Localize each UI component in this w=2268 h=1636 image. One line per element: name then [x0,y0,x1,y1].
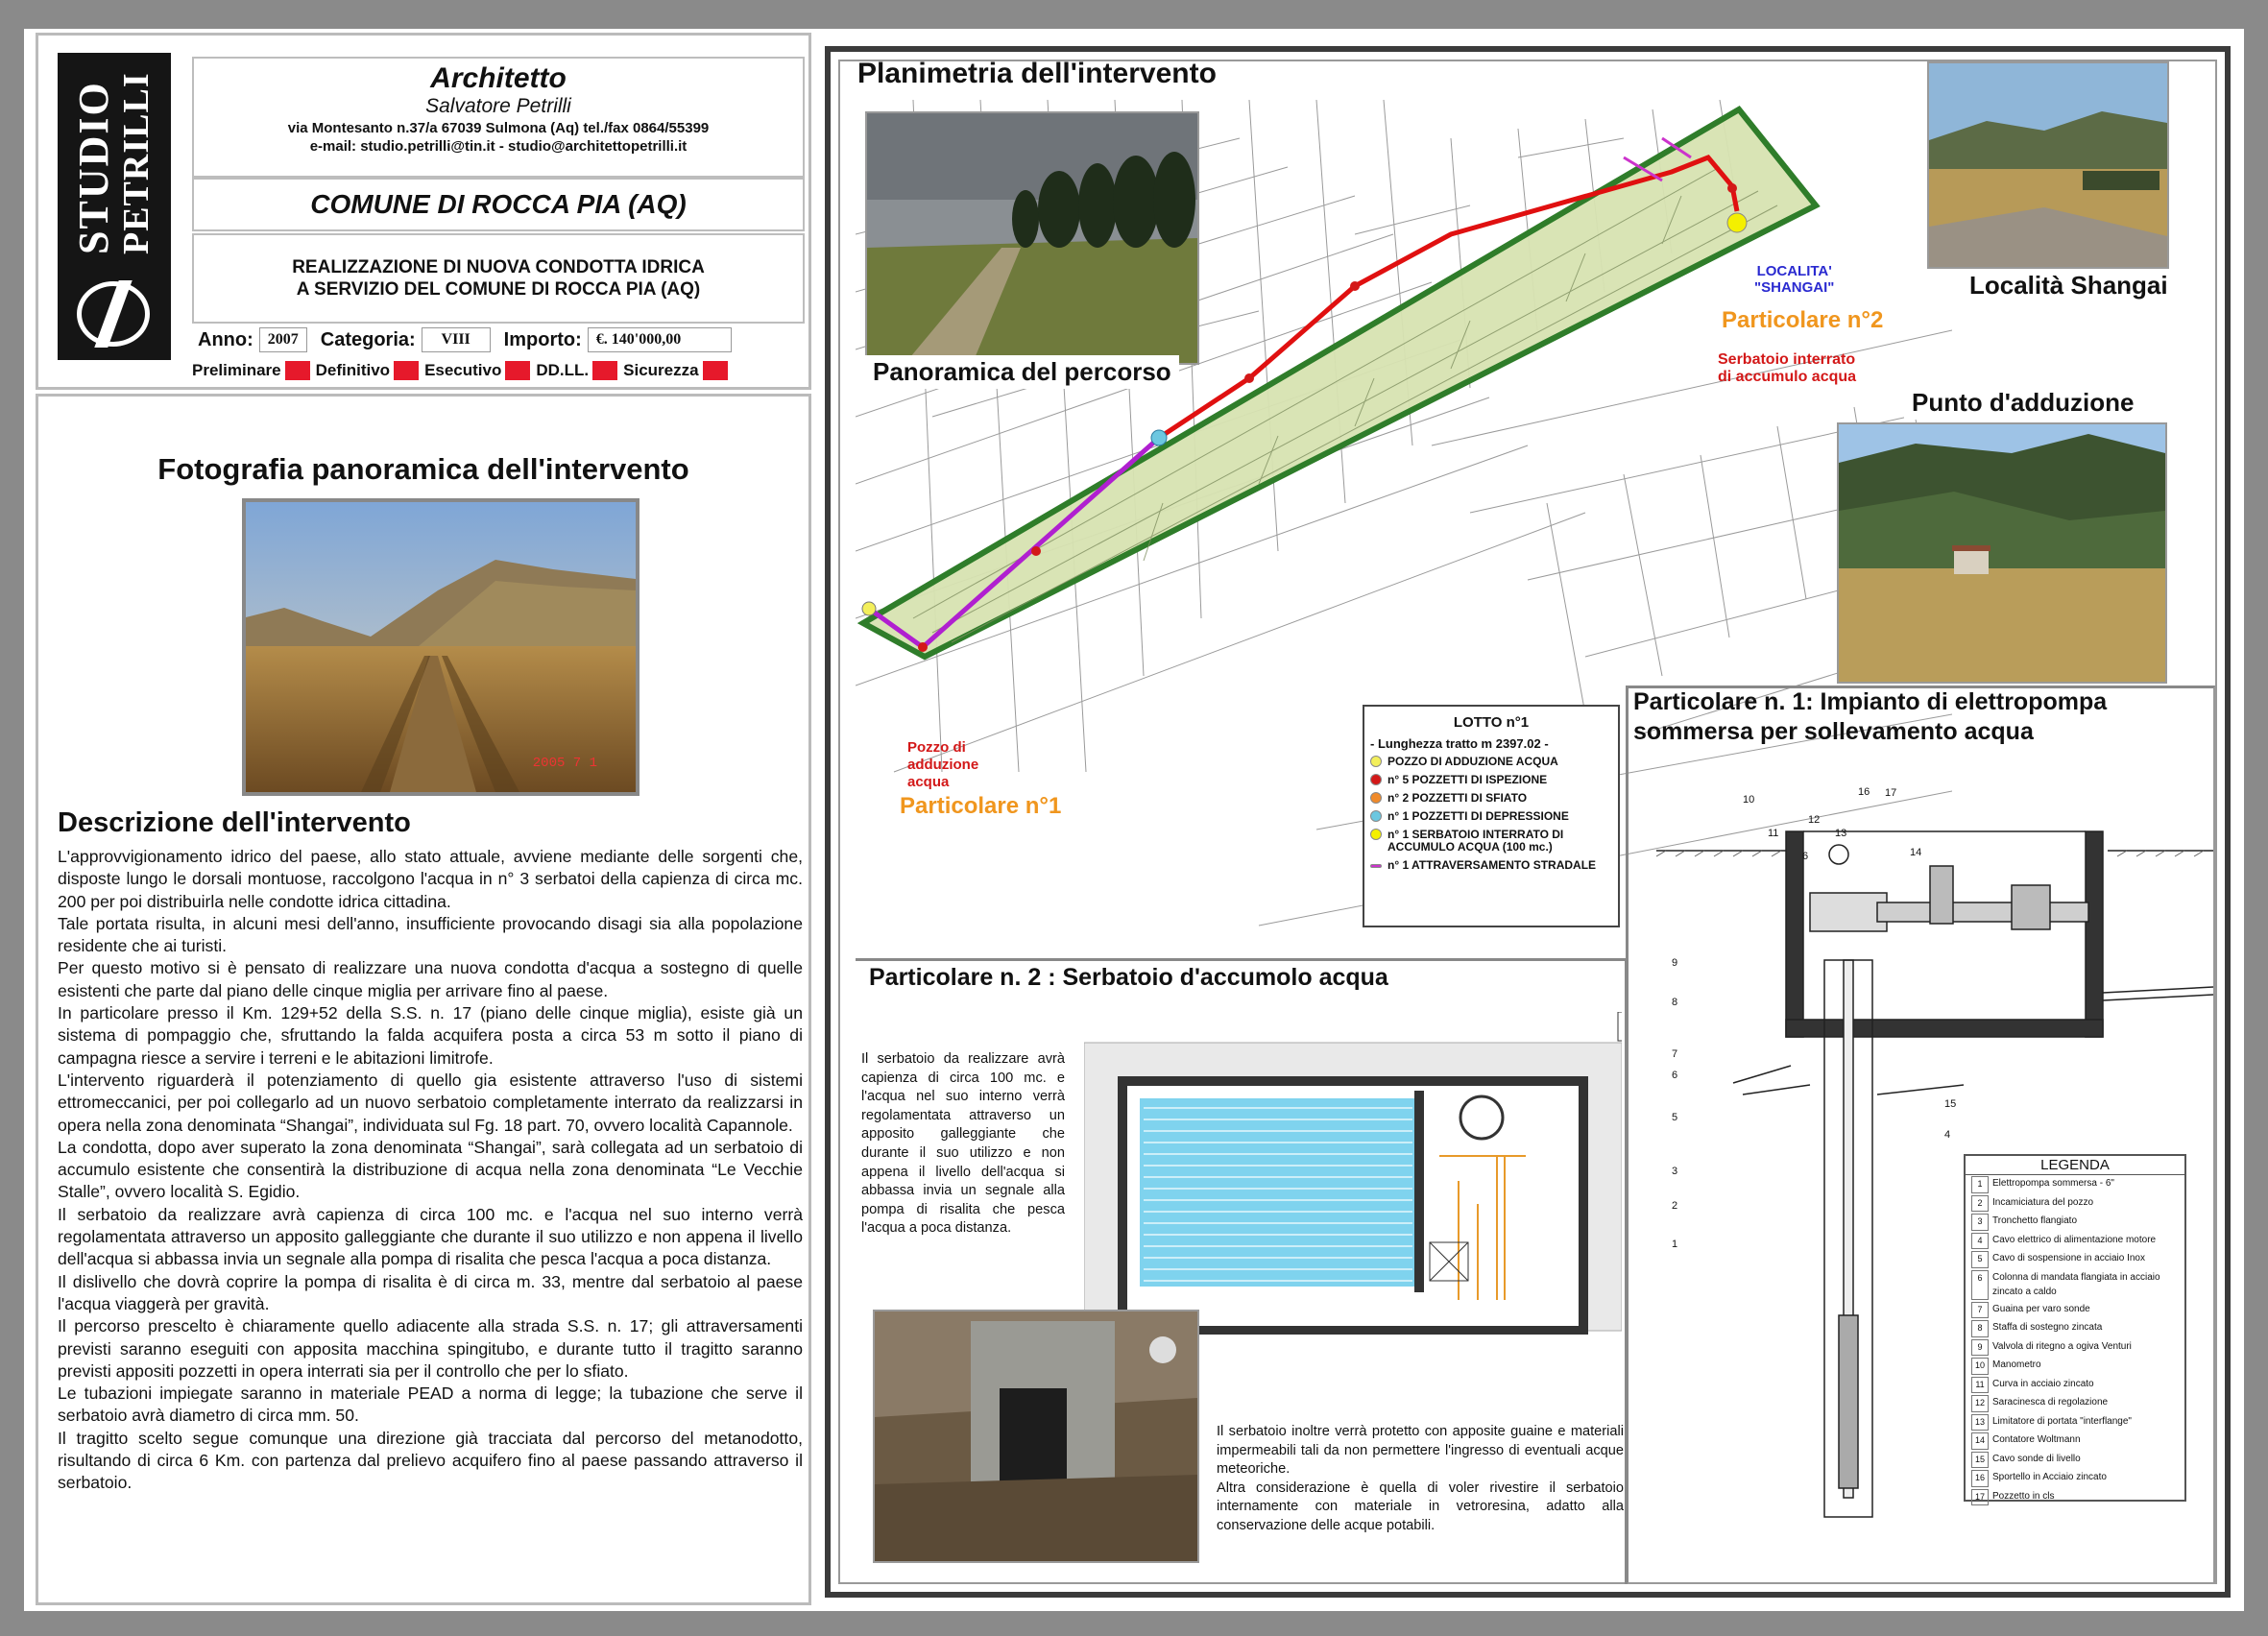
phase-label: Preliminare [192,361,281,379]
legend-number: 9 [1971,1339,1989,1357]
legend-number: 11 [1971,1377,1989,1394]
legend-row [1966,1357,2184,1376]
phase-label: DD.LL. [536,361,590,379]
description-body [58,846,803,1495]
particolare1-title: Particolare n. 1: Impianto di elettropompa sommersa per sollevamento acqua [1633,688,2108,745]
project-title [192,233,805,324]
legend-text: Curva in acciaio zincato [1992,1378,2094,1389]
particolare2-note: Altra considerazione è quella di voler rivestire il serbatoio internamente con materiale in vetroresina, adatto alla conservazione delle acque potabili. [1217,1480,1624,1533]
categoria-value: VIII [422,327,491,352]
legend-number: 15 [1971,1452,1989,1469]
legend-text: Contatore Woltmann [1992,1434,2081,1445]
particolare2-title: Particolare n. 2 : Serbatoio d'accumolo acqua [869,964,1388,991]
importo-value: €. 140'000,00 [588,327,732,352]
particolare2-map-label: Particolare n°2 [1722,307,1884,333]
callout-4: 4 [1944,1129,1951,1141]
panorama-photo [242,498,639,796]
architect-box [192,57,805,178]
legend-row [1966,1319,2184,1338]
percorso-landscape-image [867,113,1197,363]
legend-text: Colonna di mandata flangiata in acciaio zincato a caldo [1992,1271,2160,1297]
pozzo-dot-icon [1370,756,1382,767]
description-paragraph: Per questo motivo si è pensato di realizzare una nuova condotta d'acqua a sostegno di quelle esistenti che parte dal piano delle cinque miglia per arrivare fino al paese. [58,958,803,1000]
legend-row [1966,1376,2184,1395]
callout-8: 8 [1672,997,1678,1008]
pozzo-adduzione-marker [862,602,876,615]
legend-row [1966,1469,2184,1488]
legend-text: Cavo elettrico di alimentazione motore [1992,1234,2157,1245]
callout-7: 7 [1672,1048,1678,1060]
plan-title: Planimetria dell'intervento [857,58,1217,89]
tank-section [1084,1012,1622,1335]
studio-logo [58,53,171,360]
description-paragraph: Il dislivello che dovrà coprire la pompa di risalita è di circa m. 33, mentre dal serbatoio al paese l'acqua viaggerà per gravità. [58,1271,803,1313]
callout-9: 9 [1672,957,1678,969]
legend-row [1966,1432,2184,1451]
project-title-line1: REALIZZAZIONE DI NUOVA CONDOTTA IDRICA [292,257,705,277]
lotto-item [1364,856,1618,875]
particolare2-note: Il serbatoio inoltre verrà protetto con apposite guaine e materiali impermeabili tali da non permettere l'ingresso di eventuali acque meteoriche. [1217,1424,1624,1478]
legend-row [1966,1269,2184,1301]
lotto-length: - Lunghezza tratto m 2397.02 - [1370,736,1549,751]
legend-row [1966,1175,2184,1194]
description-paragraph: Tale portata risulta, in alcuni mesi dell'anno, insufficiente provocando disagi sia alla popolazione residente che ai turisti. [58,913,803,956]
legend-number: 6 [1971,1270,1989,1300]
legend-row [1966,1213,2184,1232]
shangai-caption: Località Shangai [1962,269,2176,302]
lotto-item [1364,826,1618,856]
ispezione-dot-icon [1370,774,1382,785]
callout-3: 3 [1672,1166,1678,1177]
adduzione-photo [1837,422,2167,684]
attraversamento-line-icon [1370,864,1382,868]
particolare1-map-label: Particolare n°1 [900,793,1062,819]
architect-address: via Montesanto n.37/a 67039 Sulmona (Aq) tel./fax 0864/55399 [287,120,710,136]
description-title: Descrizione dell'intervento [58,807,411,838]
callout-6b: 6 [1672,1070,1678,1081]
legend-text: Incamiciatura del pozzo [1992,1196,2094,1208]
phase-sicurezza [623,361,727,380]
panorama-landscape-image [246,502,636,792]
description-paragraph: In particolare presso il Km. 129+52 della S.S. n. 17 (piano delle cinque miglia), esiste già un sistema di pompaggio che, sfruttando la falda acquifera posta a circa 53 m sotto il piano di campagna riesce a servire i terreni e le abitazioni limitrofe. [58,1003,803,1068]
phase-marker-icon [285,361,310,380]
legend-number: 8 [1971,1320,1989,1337]
tank-section-drawing [1084,1012,1622,1335]
description-paragraph: La condotta, dopo aver superato la zona denominata “Shangai”, sarà collegata ad un serbatoio di accumulo esistente che consentirà la distribuzione di acqua nella zona denominata “Le Vecchie Stalle”, ovvero località S. Egidio. [58,1137,803,1202]
sfiato-dot-icon [1370,792,1382,804]
importo-label: Importo: [503,328,582,350]
pump-legend [1964,1154,2186,1502]
architect-email: e-mail: studio.petrilli@tin.it - studio@architettopetrilli.it [309,138,688,155]
legend-text: Sportello in Acciaio zincato [1992,1472,2107,1482]
logo-petrilli-text: PETRILLI [116,72,157,254]
localita-label: LOCALITA' [1756,263,1832,279]
phase-label: Sicurezza [623,361,699,379]
callout-6: 6 [1802,851,1809,862]
legend-row [1966,1338,2184,1358]
callout-13: 13 [1835,828,1847,839]
legend-text: Manometro [1992,1359,2041,1370]
serbatoio-photo [873,1310,1199,1563]
lotto-item-label: n° 5 POZZETTI DI ISPEZIONE [1387,773,1548,786]
callout-11: 11 [1768,828,1779,839]
lotto-item [1364,771,1618,789]
legend-text: Valvola di ritegno a ogiva Venturi [1992,1340,2132,1352]
legend-number: 14 [1971,1432,1989,1450]
project-title-line2: A SERVIZIO DEL COMUNE DI ROCCA PIA (AQ) [296,279,701,300]
comune-title: COMUNE DI ROCCA PIA (AQ) [192,178,805,231]
description-paragraph: Il tragitto scelto segue comunque una direzione già tracciata dal percorso del metanodotto, risultando di circa 6 Km. con partenza dal prelievo acquifero fino al paese passando attraverso il serbatoio. [58,1428,803,1493]
shangai-photo [1927,61,2169,269]
legend-number: 12 [1971,1395,1989,1412]
legend-text: Pozzetto in cls [1992,1490,2055,1502]
lotto-title: LOTTO n°1 [1453,714,1530,731]
legend-number: 1 [1971,1176,1989,1193]
description-paragraph: L'approvvigionamento idrico del paese, allo stato attuale, avviene mediante delle sorgenti che, disposte lungo le dorsali montuose, raccolgono l'acqua in n° 3 serbatoi della capienza di circa mc. 200 per poi distribuirla nelle condotte idrica cittadina. [58,847,803,911]
legend-row [1966,1301,2184,1320]
legend-row [1966,1488,2184,1507]
phase-preliminare [192,361,310,380]
legend-number: 16 [1971,1470,1989,1487]
callout-14: 14 [1910,847,1922,858]
legend-number: 5 [1971,1251,1989,1268]
shangai-label: "SHANGAI" [1754,279,1835,296]
lotto-item-label: n° 1 SERBATOIO INTERRATO DI ACCUMULO ACQUA (100 mc.) [1387,828,1564,854]
serbatoio-label-line2: di accumulo acqua [1718,369,1857,385]
particolare2-text: Il serbatoio da realizzare avrà capienza di circa 100 mc. e l'acqua nel suo interno verrà regolamentata attraverso un apposito galleggiante che durante il suo utilizzo e non appena il livello dell'acqua si abbassa invia un segnale alla pompa di risalita che pesca l'acqua a poca distanza. [861,1051,1065,1237]
legend-text: Saracinesca di regolazione [1992,1397,2109,1407]
legend-row [1966,1394,2184,1413]
legend-row [1966,1413,2184,1432]
callout-10: 10 [1743,794,1755,806]
legend-row [1966,1232,2184,1251]
description-paragraph: L'intervento riguarderà il potenziamento di quello gia esistente attraverso l'uso di sistemi ettromeccanici, per poi collegarlo ad un nuovo serbatoio completamente interrato da realizzarsi in opera nella zona denominata “Shangai”, individuata sul Fg. 18 part. 70, ovvero località Capannole. [58,1070,803,1135]
legend-number: 13 [1971,1414,1989,1432]
particolare2-notes [1217,1423,1624,1536]
lotto-item [1364,807,1618,826]
legend-number: 2 [1971,1195,1989,1213]
percorso-caption: Panoramica del percorso [865,355,1179,389]
callout-1: 1 [1672,1239,1678,1250]
phase-label: Esecutivo [424,361,502,379]
phase-marker-icon [505,361,530,380]
legend-row [1966,1250,2184,1269]
legend-row [1966,1451,2184,1470]
anno-label: Anno: [198,328,253,350]
legend-text: Cavo sonde di livello [1992,1453,2081,1464]
phase-marker-icon [703,361,728,380]
lotto-item [1364,789,1618,807]
adduzione-caption: Punto d'adduzione [1904,386,2142,420]
legend-number: 17 [1971,1489,1989,1506]
legend-number: 3 [1971,1214,1989,1231]
pozzo-map-label [907,739,978,791]
callout-15: 15 [1944,1098,1957,1110]
description-paragraph: Il serbatoio da realizzare avrà capienza di circa 100 mc. e l'acqua nel suo interno verrà regolamentata attraverso un apposito galleggiante che durante il suo utilizzo e non appena il livello dell'acqua si abbassa invia un segnale alla pompa di risalita che pesca l'acqua a poca distanza. [58,1204,803,1269]
legend-number: 10 [1971,1358,1989,1375]
photo-date-stamp: 2005 7 1 [532,756,597,771]
categoria-label: Categoria: [320,328,416,350]
callout-12: 12 [1808,814,1821,826]
phase-row [192,358,805,383]
description-panel [36,394,811,1605]
project-meta-row [192,325,805,354]
architect-name: Salvatore Petrilli [425,95,571,117]
legend-row [1966,1194,2184,1214]
phase-marker-icon [394,361,419,380]
legend-text: Limitatore di portata "interflange" [1992,1415,2132,1427]
logo-studio-text: STUDIO [70,81,117,254]
lotto-item [1364,753,1618,771]
lotto-item-label: n° 2 POZZETTI DI SFIATO [1387,791,1528,805]
phase-ddll [536,361,617,380]
legend-text: Guaina per varo sonde [1992,1303,2090,1314]
phase-esecutivo [424,361,530,380]
anno-value: 2007 [259,327,307,352]
phase-definitivo [316,361,419,380]
callout-17: 17 [1885,787,1897,799]
callout-5: 5 [1672,1112,1678,1123]
depressione-dot-icon [1370,810,1382,822]
legend-text: Tronchetto flangiato [1992,1215,2078,1226]
adduzione-landscape-image [1839,424,2165,682]
shangai-locality-label [1754,263,1834,296]
description-paragraph: Il percorso prescelto è chiaramente quello adiacente alla strada S.S. n. 17; gli attraversamenti previsti saranno eseguiti con apposita macchina spingitubo, e durante tutto il tragitto saranno previsti appositi pozzetti in opera interrati sia per il controllo che per lo sfiato. [58,1316,803,1381]
pozzo-label-line3: acqua [907,774,950,790]
legend-text: Staffa di sostegno zincata [1992,1322,2103,1333]
panorama-title: Fotografia panoramica dell'intervento [157,452,689,486]
serbatoio-map-label [1718,351,1856,386]
legend-text: Elettropompa sommersa - 6" [1992,1178,2114,1189]
serbatoio-dot-icon [1370,829,1382,840]
callout-2: 2 [1672,1200,1678,1212]
architect-title: Architetto [430,62,567,94]
lotto-item-label: n° 1 ATTRAVERSAMENTO STRADALE [1387,858,1597,872]
pozzo-label-line1: Pozzo di [907,739,966,756]
serbatoio-structure-image [875,1311,1197,1561]
legend-number: 4 [1971,1233,1989,1250]
serbatoio-label-line1: Serbatoio interrato [1718,351,1856,368]
legend-text: Cavo di sospensione in acciaio Inox [1992,1253,2145,1263]
lotto-item-label: POZZO DI ADDUZIONE ACQUA [1387,755,1558,768]
description-paragraph: Le tubazioni impiegate saranno in materiale PEAD a norma di legge; la tubazione che serve il serbatoio avrà diametro di circa mm. 50. [58,1383,803,1426]
lotto-legend [1363,705,1620,927]
pozzo-label-line2: adduzione [907,757,979,773]
drawing-sheet [24,29,2244,1611]
lotto-item-label: n° 1 POZZETTI DI DEPRESSIONE [1387,809,1569,823]
shangai-landscape-image [1929,63,2167,267]
title-block [36,33,811,390]
legend-title: LEGENDA [1966,1156,2184,1175]
legend-number: 7 [1971,1302,1989,1319]
percorso-photo [865,111,1199,365]
phase-label: Definitivo [315,361,391,379]
logo-mark-icon [77,281,150,347]
phase-marker-icon [592,361,617,380]
callout-16: 16 [1858,786,1870,798]
